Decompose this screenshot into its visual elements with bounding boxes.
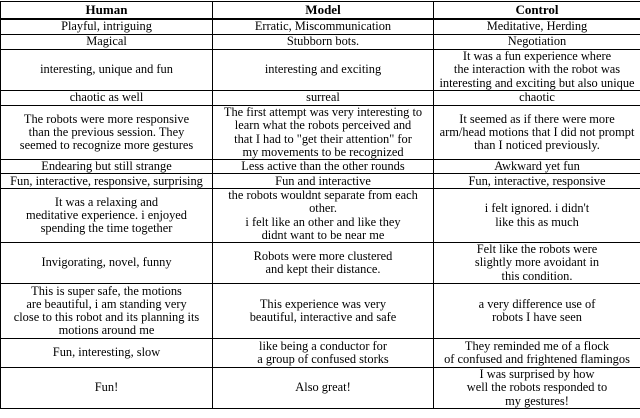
table-row <box>1 106 640 160</box>
cell-model: Robots were more clustered and kept their distance. <box>213 243 434 284</box>
cell-human: interesting, unique and fun <box>1 50 213 91</box>
cell-model: Less active than the other rounds <box>213 160 434 174</box>
table-row <box>1 50 640 91</box>
header-control: Control <box>434 2 640 20</box>
cell-human: It was a relaxing and meditative experience. i enjoyed spending the time together <box>1 189 213 243</box>
header-model: Model <box>213 2 434 20</box>
cell-human: Playful, intriguing <box>1 19 213 35</box>
cell-model: This experience was very beautiful, interactive and safe <box>213 284 434 339</box>
cell-model: Fun and interactive <box>213 174 434 189</box>
cell-control: Fun, interactive, responsive <box>434 174 640 189</box>
table-row <box>1 284 640 339</box>
cell-control: It seemed as if there were more arm/head motions that I did not prompt than I noticed previously. <box>434 106 640 160</box>
cell-human: Invigorating, novel, funny <box>1 243 213 284</box>
cell-human: Magical <box>1 35 213 50</box>
cell-model: Stubborn bots. <box>213 35 434 50</box>
cell-control: i felt ignored. i didn't like this as much <box>434 189 640 243</box>
cell-human: This is super safe, the motions are beautiful, i am standing very close to this robot and its planning its motions around me <box>1 284 213 339</box>
cell-control: Negotiation <box>434 35 640 50</box>
responses-table <box>0 1 640 409</box>
table-row <box>1 160 640 174</box>
cell-human: Endearing but still strange <box>1 160 213 174</box>
cell-human: chaotic as well <box>1 91 213 106</box>
cell-control: It was a fun experience where the interaction with the robot was interesting and exciting but also unique <box>434 50 640 91</box>
cell-human: Fun, interesting, slow <box>1 339 213 368</box>
cell-human: The robots were more responsive than the previous session. They seemed to recognize more gestures <box>1 106 213 160</box>
cell-model: like being a conductor for a group of confused storks <box>213 339 434 368</box>
table-row <box>1 368 640 409</box>
table-row <box>1 19 640 35</box>
header-row <box>1 2 640 20</box>
cell-model: interesting and exciting <box>213 50 434 91</box>
header-human: Human <box>1 2 213 20</box>
cell-model: surreal <box>213 91 434 106</box>
table-row <box>1 174 640 189</box>
cell-model: Erratic, Miscommunication <box>213 19 434 35</box>
cell-model: Also great! <box>213 368 434 409</box>
cell-human: Fun, interactive, responsive, surprising <box>1 174 213 189</box>
table-row <box>1 91 640 106</box>
cell-control: Meditative, Herding <box>434 19 640 35</box>
cell-model: The first attempt was very interesting to learn what the robots perceived and that I had to "get their attention" for my movements to be recognized <box>213 106 434 160</box>
cell-control: chaotic <box>434 91 640 106</box>
cell-control: Awkward yet fun <box>434 160 640 174</box>
table-row <box>1 189 640 243</box>
table-row <box>1 243 640 284</box>
cell-control: a very difference use of robots I have seen <box>434 284 640 339</box>
cell-model: the robots wouldnt separate from each other. i felt like an other and like they didnt want to be near me <box>213 189 434 243</box>
cell-control: Felt like the robots were slightly more avoidant in this condition. <box>434 243 640 284</box>
cell-control: They reminded me of a flock of confused and frightened flamingos <box>434 339 640 368</box>
table-row <box>1 35 640 50</box>
cell-control: I was surprised by how well the robots responded to my gestures! <box>434 368 640 409</box>
table-row <box>1 339 640 368</box>
cell-human: Fun! <box>1 368 213 409</box>
